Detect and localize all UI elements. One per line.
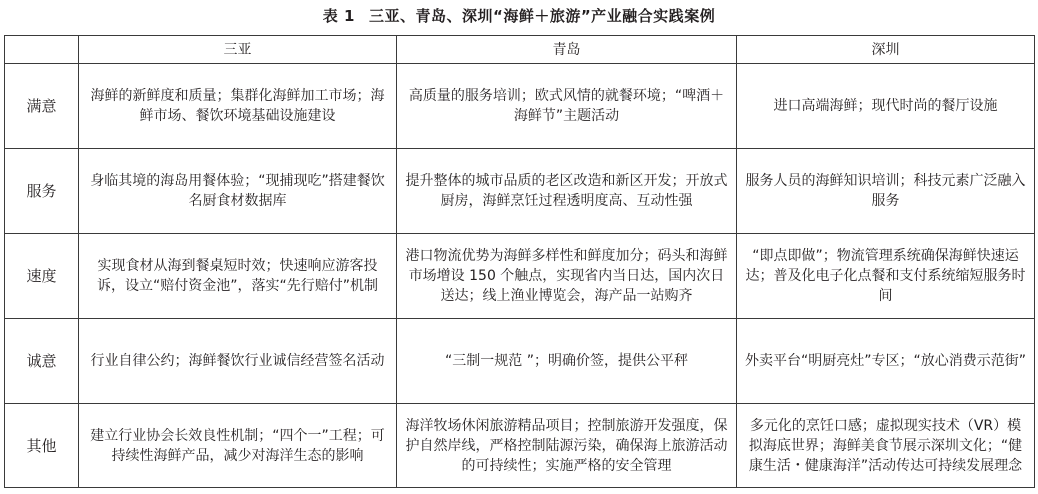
table-row xyxy=(5,149,1035,234)
header-corner-cell xyxy=(5,36,79,64)
cell-sanya-other: 建立行业协会长效良性机制；“四个一”工程；可持续性海鲜产品，减少对海洋生态的影响 xyxy=(79,404,397,488)
table-title: 三亚、青岛、深圳“海鲜＋旅游”产业融合实践案例 xyxy=(368,7,716,25)
case-table xyxy=(4,35,1035,488)
cell-qingdao-satisfaction: 高质量的服务培训；欧式风情的就餐环境；“啤酒＋海鲜节”主题活动 xyxy=(397,64,737,149)
header-shenzhen: 深圳 xyxy=(737,36,1035,64)
cell-sanya-speed: 实现食材从海到餐桌短时效；快速响应游客投诉，设立“赔付资金池”，落实“先行赔付”机制 xyxy=(79,234,397,319)
row-label-speed: 速度 xyxy=(5,234,79,319)
row-label-other: 其他 xyxy=(5,404,79,488)
cell-shenzhen-speed: “即点即做”；物流管理系统确保海鲜快速运达；普及化电子化点餐和支付系统缩短服务时间 xyxy=(737,234,1035,319)
cell-shenzhen-other: 多元化的烹饪口感；虚拟现实技术（VR）模拟海底世界；海鲜美食节展示深圳文化；“健康生活・健康海洋”活动传达可持续发展理念 xyxy=(737,404,1035,488)
row-label-satisfaction: 满意 xyxy=(5,64,79,149)
cell-shenzhen-sincerity: 外卖平台“明厨亮灶”专区；“放心消费示范街” xyxy=(737,319,1035,404)
cell-sanya-service: 身临其境的海岛用餐体验；“现捕现吃”搭建餐饮名厨食材数据库 xyxy=(79,149,397,234)
cell-sanya-satisfaction: 海鲜的新鲜度和质量；集群化海鲜加工市场；海鲜市场、餐饮环境基础设施建设 xyxy=(79,64,397,149)
table-header-row xyxy=(5,36,1035,64)
header-qingdao: 青岛 xyxy=(397,36,737,64)
table-caption xyxy=(0,6,1038,26)
table-row xyxy=(5,404,1035,488)
cell-shenzhen-service: 服务人员的海鲜知识培训；科技元素广泛融入服务 xyxy=(737,149,1035,234)
cell-shenzhen-satisfaction: 进口高端海鲜；现代时尚的餐厅设施 xyxy=(737,64,1035,149)
row-label-sincerity: 诚意 xyxy=(5,319,79,404)
cell-qingdao-speed: 港口物流优势为海鲜多样性和鲜度加分；码头和海鲜市场增设 150 个触点，实现省内当日达，国内次日送达；线上渔业博览会，海产品一站购齐 xyxy=(397,234,737,319)
cell-sanya-sincerity: 行业自律公约；海鲜餐饮行业诚信经营签名活动 xyxy=(79,319,397,404)
cell-qingdao-other: 海洋牧场休闲旅游精品项目；控制旅游开发强度，保护自然岸线，严格控制陆源污染，确保海上旅游活动的可持续性；实施严格的安全管理 xyxy=(397,404,737,488)
table-number: 表 1 xyxy=(322,7,355,25)
table-row xyxy=(5,319,1035,404)
table-row xyxy=(5,64,1035,149)
cell-qingdao-sincerity: “三制一规范 ”；明确价签，提供公平秤 xyxy=(397,319,737,404)
header-sanya: 三亚 xyxy=(79,36,397,64)
table-row xyxy=(5,234,1035,319)
row-label-service: 服务 xyxy=(5,149,79,234)
cell-qingdao-service: 提升整体的城市品质的老区改造和新区开发；开放式厨房，海鲜烹饪过程透明度高、互动性强 xyxy=(397,149,737,234)
